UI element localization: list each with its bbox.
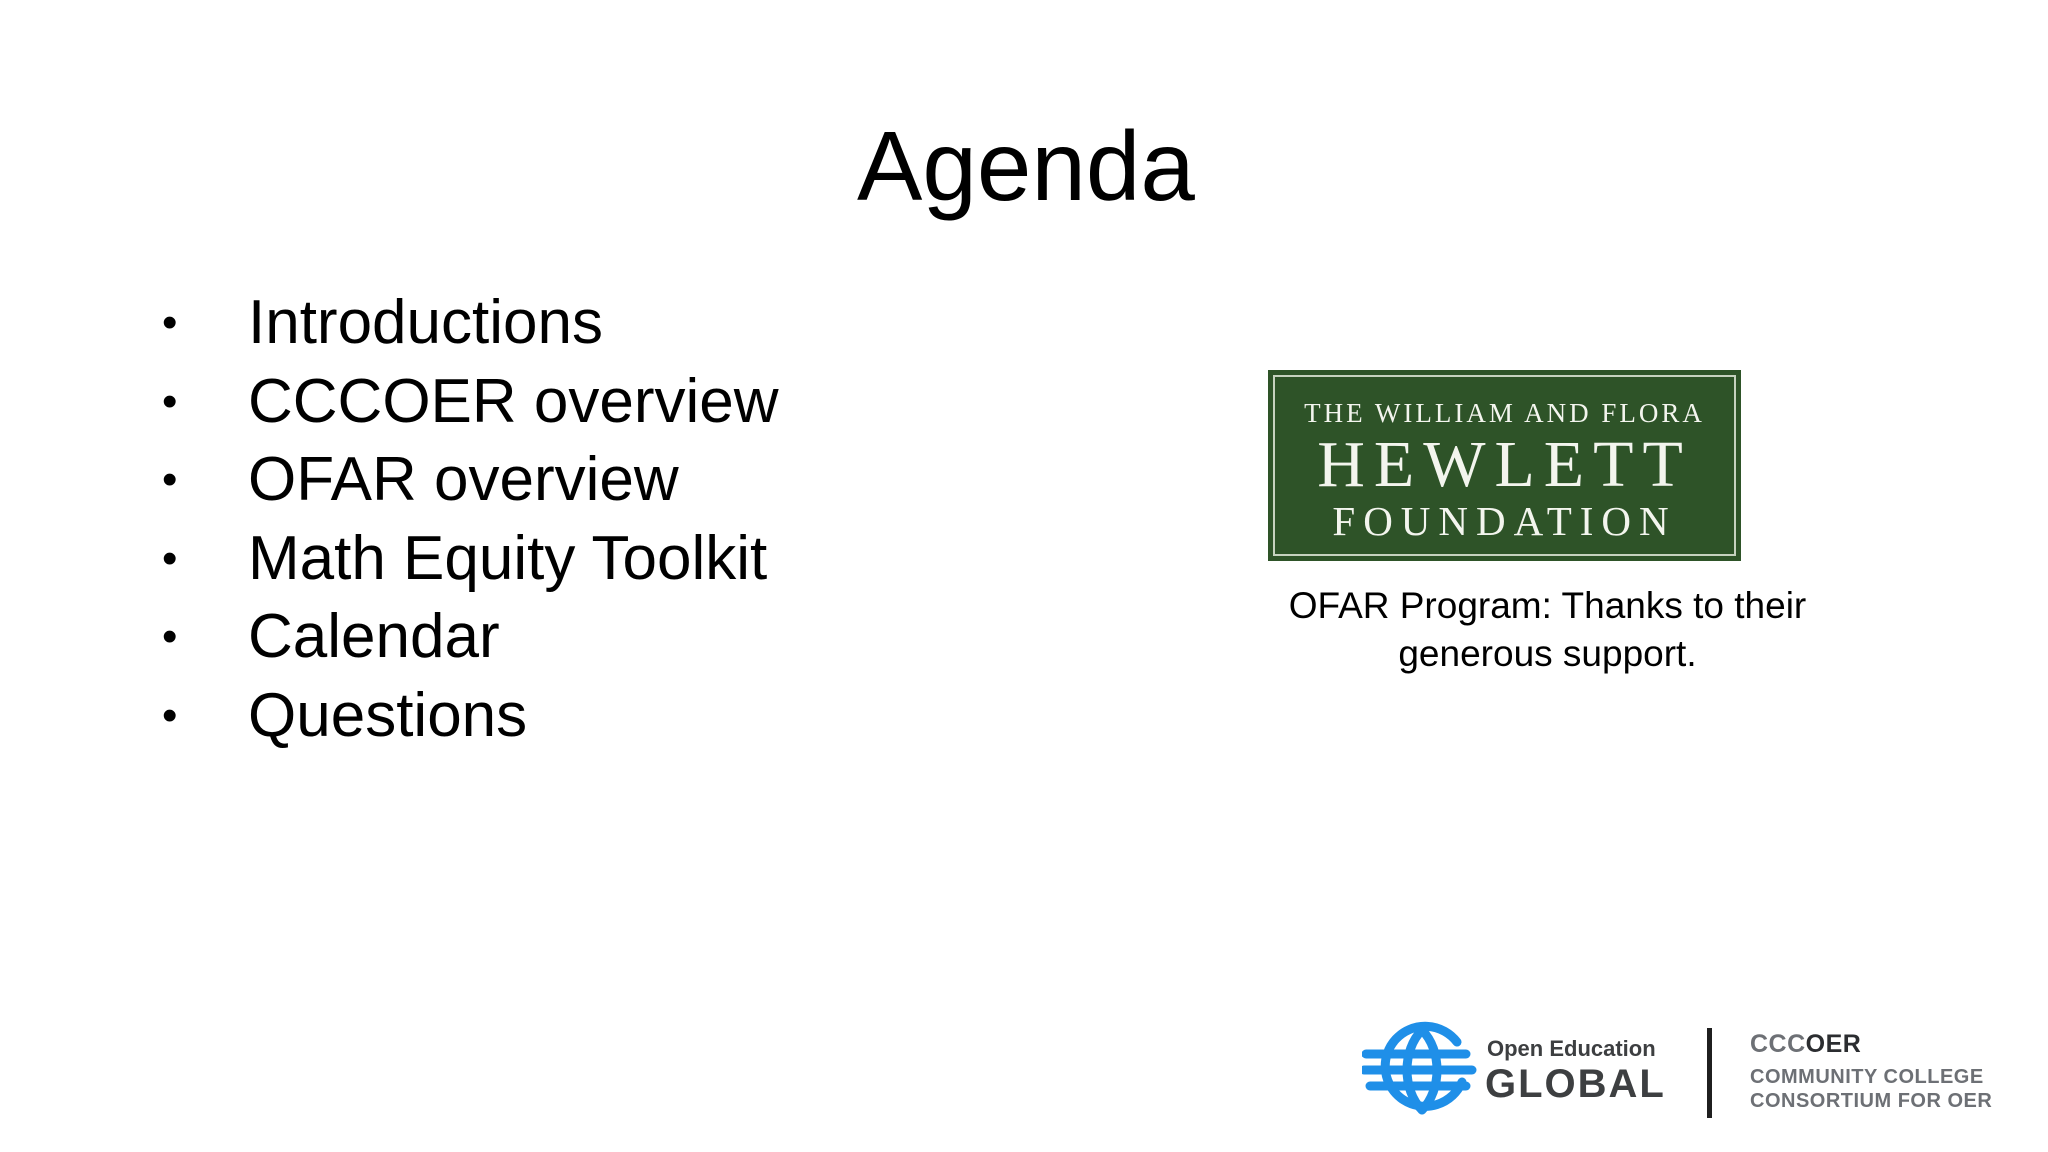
cccoer-logo-line3: CONSORTIUM FOR OER <box>1750 1090 1993 1112</box>
cccoer-logo-line2: COMMUNITY COLLEGE <box>1750 1066 1984 1088</box>
hewlett-logo-line1: THE WILLIAM AND FLORA <box>1304 398 1705 428</box>
agenda-item-label: CCCOER overview <box>248 366 779 436</box>
hewlett-foundation-logo <box>1268 370 1741 561</box>
slide-title: Agenda <box>857 111 1195 221</box>
footer-logos <box>1356 1012 2006 1122</box>
oeg-logo-big-text: GLOBAL <box>1485 1062 1666 1106</box>
hewlett-logo-line2: HEWLETT <box>1317 428 1692 501</box>
cccoer-prefix: CCC <box>1750 1030 1806 1058</box>
agenda-item-label: Questions <box>248 680 528 750</box>
agenda-item-label: Calendar <box>248 602 500 671</box>
logo-divider <box>1707 1028 1712 1118</box>
bullet-icon: • <box>162 298 178 347</box>
cccoer-suffix: OER <box>1805 1030 1862 1058</box>
globe-icon <box>1362 1020 1480 1120</box>
bullet-icon: • <box>162 612 178 661</box>
bullet-icon: • <box>162 690 178 740</box>
agenda-item-label: Introductions <box>248 288 603 357</box>
agenda-item-label: OFAR overview <box>248 445 679 514</box>
oeg-logo-small-text: Open Education <box>1487 1036 1656 1061</box>
bullet-icon: • <box>162 533 178 583</box>
hewlett-logo-line3: FOUNDATION <box>1332 498 1677 544</box>
hewlett-logo-frame <box>1273 375 1736 556</box>
agenda-item-label: Math Equity Toolkit <box>248 523 768 593</box>
bullet-icon: • <box>162 455 178 504</box>
sponsor-caption: OFAR Program: Thanks to their generous support. <box>1288 585 1807 674</box>
cccoer-logo-title <box>1750 1030 1861 1059</box>
bullet-icon: • <box>162 376 178 426</box>
